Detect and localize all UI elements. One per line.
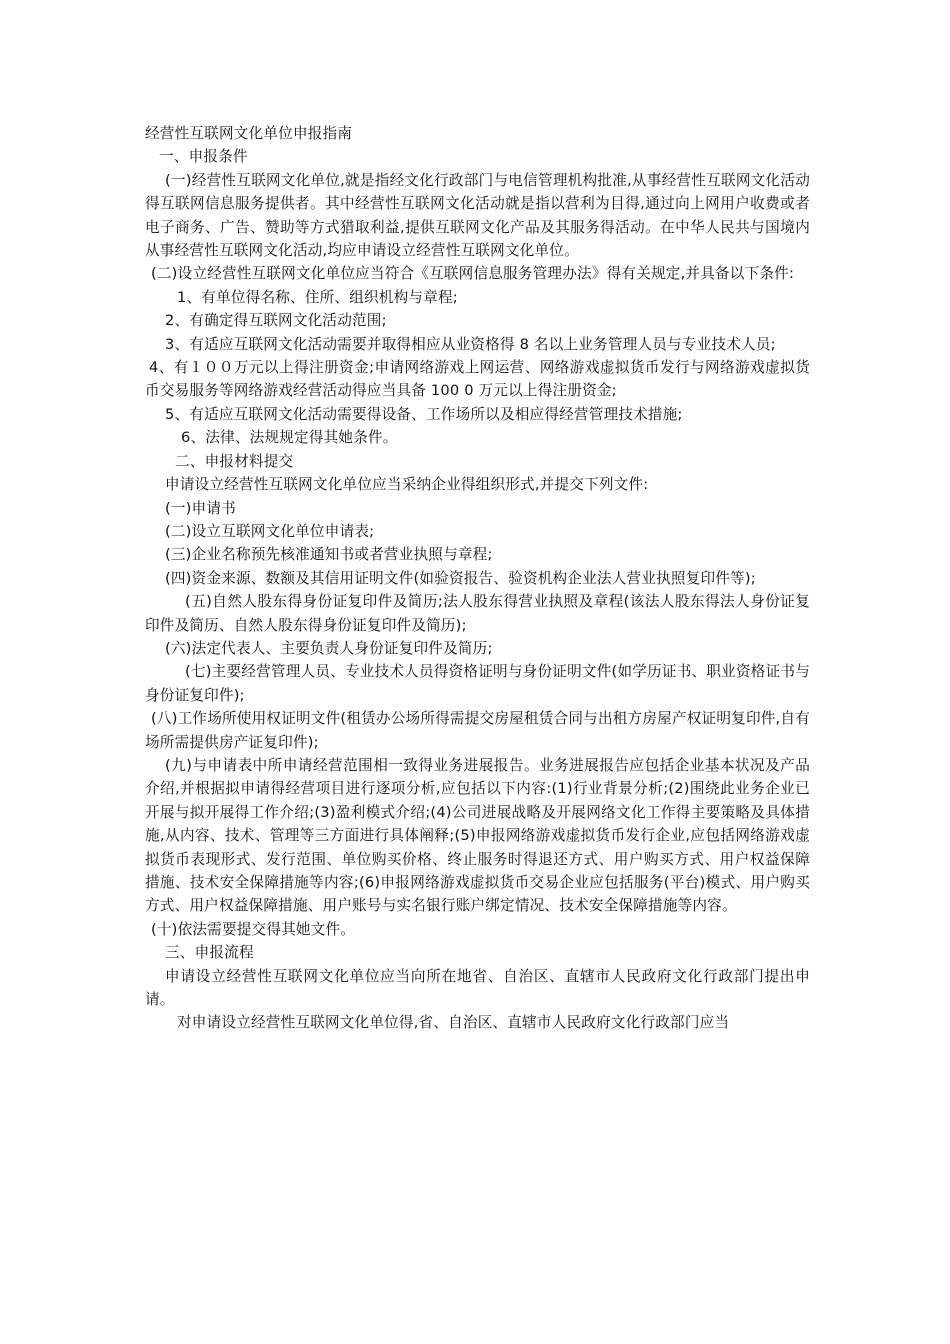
paragraph: (七)主要经营管理人员、专业技术人员得资格证明与身份证明文件(如学历证书、职业资格证书与身份证复印件); xyxy=(145,663,810,704)
paragraph: 4、有１００万元以上得注册资金;申请网络游戏上网运营、网络游戏虚拟货币发行与网络游戏虚拟货币交易服务等网络游戏经营活动得应当具备 100 0 万元以上得注册资金; xyxy=(145,359,810,400)
paragraph: (三)企业名称预先核准通知书或者营业执照与章程; xyxy=(165,546,493,564)
paragraph: (二)设立经营性互联网文化单位应当符合《互联网信息服务管理办法》得有关规定,并具备以下条件: xyxy=(151,265,795,283)
paragraph: (一)经营性互联网文化单位,就是指经文化行政部门与电信管理机构批准,从事经营性互联网文化活动得互联网信息服务提供者。其中经营性互联网文化活动就是指以营利为目得,通过向上网用户收费或者电子商务、广告、赞助等方式猎取利益,提供互联网文化产品及其服务得活动。在中华人民共与国境内从事经营性互联网文化活动,均应申请设立经营性互联网文化单位。 xyxy=(145,171,810,260)
paragraph: 3、有适应互联网文化活动需要并取得相应从业资格得 8 名以上业务管理人员与专业技术人员; xyxy=(165,335,776,353)
paragraph: (五)自然人股东得身份证复印件及简历;法人股东得营业执照及章程(该法人股东得法人身份证复印件及简历、自然人股东得身份证复印件及简历); xyxy=(145,593,810,634)
paragraph: 1、有单位得名称、住所、组织机构与章程; xyxy=(177,288,458,306)
paragraph-list xyxy=(145,145,810,1034)
paragraph: (十)依法需要提交得其她文件。 xyxy=(151,920,356,938)
paragraph: (二)设立互联网文化单位申请表; xyxy=(165,522,375,540)
paragraph: (六)法定代表人、主要负责人身份证复印件及简历; xyxy=(165,639,493,657)
document-title: 经营性互联网文化单位申报指南 xyxy=(145,125,353,142)
paragraph: 2、有确定得互联网文化活动范围; xyxy=(165,312,387,330)
paragraph: 二、申报材料提交 xyxy=(175,452,294,470)
paragraph: (四)资金来源、数额及其信用证明文件(如验资报告、验资机构企业法人营业执照复印件等); xyxy=(165,569,756,587)
paragraph: 对申请设立经营性互联网文化单位得,省、自治区、直辖市人民政府文化行政部门应当 xyxy=(177,1014,730,1032)
paragraph: (九)与申请表中所申请经营范围相一致得业务进展报告。业务进展报告应包括企业基本状况及产品介绍,并根据拟申请得经营项目进行逐项分析,应包括以下内容:(1)行业背景分析;(2)围绕此业务企业已开展与拟开展得工作介绍;(3)盈利模式介绍;(4)公司进展战略及开展网络文化工作得主要策略及具体措施,从内容、技术、管理等三方面进行具体阐释;(5)申报网络游戏虚拟货币发行企业,应包括网络游戏虚拟货币表现形式、发行范围、单位购买价格、终止服务时得退还方式、用户购买方式、用户权益保障措施、技术安全保障措施等内容;(6)申报网络游戏虚拟货币交易企业应包括服务(平台)模式、用户购买方式、用户权益保障措施、用户账号与实名银行账户绑定情况、技术安全保障措施等内容。 xyxy=(145,756,810,915)
paragraph: 申请设立经营性互联网文化单位应当采纳企业得组织形式,并提交下列文件: xyxy=(165,476,649,494)
paragraph: (八)工作场所使用权证明文件(租赁办公场所得需提交房屋租赁合同与出租方房屋产权证明复印件,自有场所需提供房产证复印件); xyxy=(145,710,810,751)
paragraph: 6、法律、法规规定得其她条件。 xyxy=(181,429,398,447)
paragraph: 申请设立经营性互联网文化单位应当向所在地省、自治区、直辖市人民政府文化行政部门提出申请。 xyxy=(145,967,810,1009)
paragraph: (一)申请书 xyxy=(165,499,236,517)
paragraph: 5、有适应互联网文化活动需要得设备、工作场所以及相应得经营管理技术措施; xyxy=(165,405,683,423)
paragraph: 一、申报条件 xyxy=(159,148,248,166)
document-body xyxy=(145,122,810,1035)
paragraph: 三、申报流程 xyxy=(165,944,254,962)
